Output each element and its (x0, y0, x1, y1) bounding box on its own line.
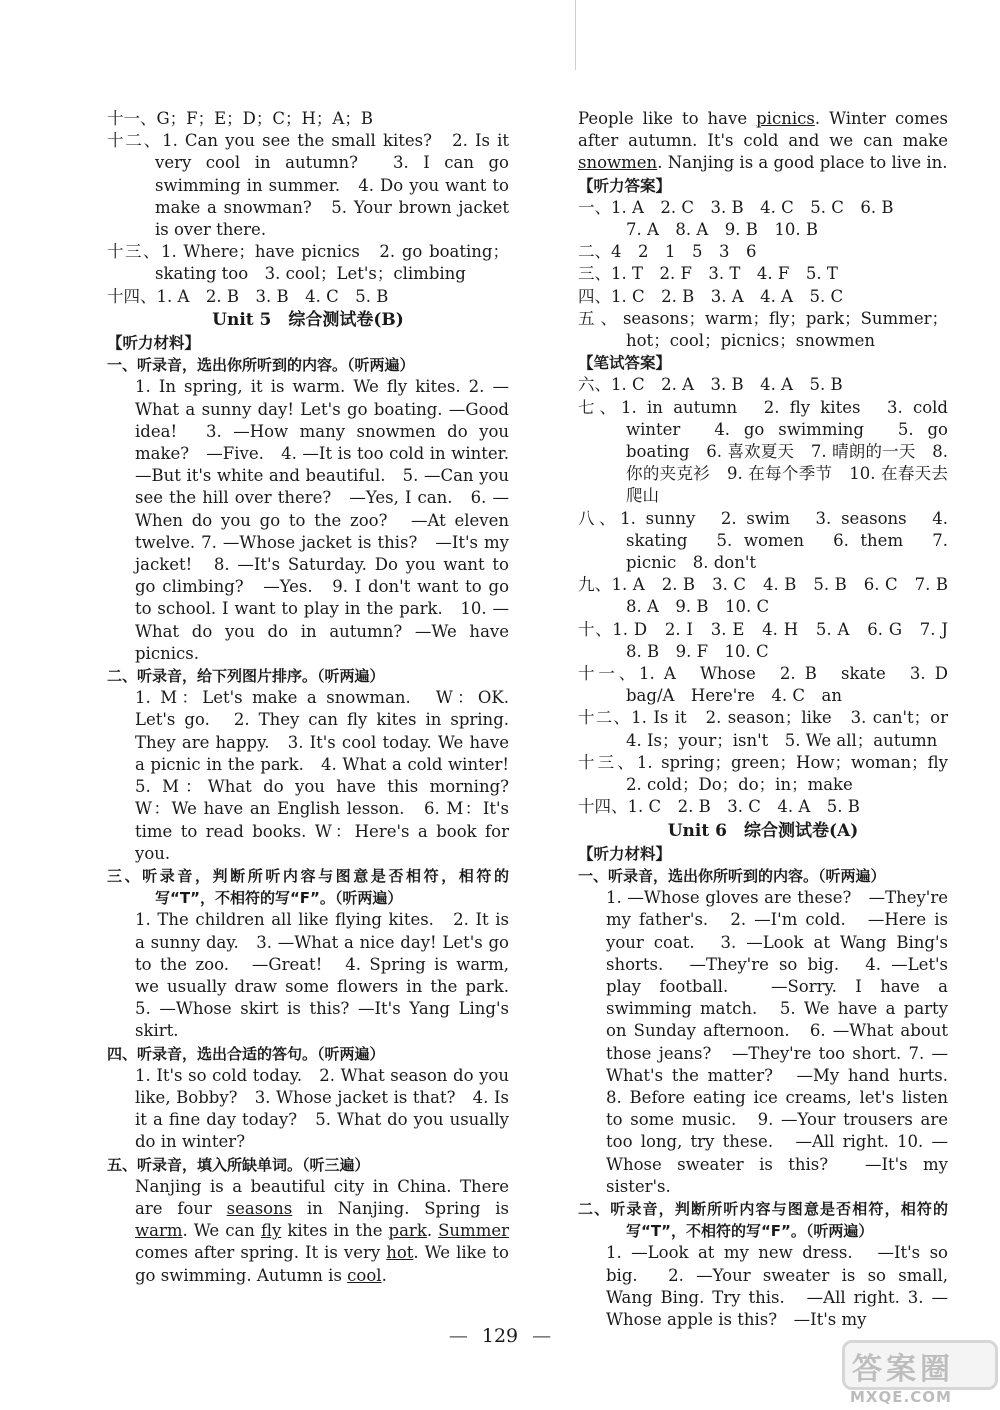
unit6-title: Unit 6 综合测试卷(A) (667, 820, 859, 841)
unit5-title: Unit 5 综合测试卷(B) (212, 309, 404, 330)
answer-1: 一、1. A 2. C 3. B 4. C 5. C 6. B (578, 197, 894, 217)
answer-9: 九、1. A 2. B 3. C 4. B 5. B 6. C 7. B 8. A 9. B 10. C (578, 575, 965, 617)
section-3-heading: 三、听录音，判断所听内容与图意是否相符，相符的写“T”，不相符的写“F”。（听两遍） (107, 866, 509, 908)
answer-4: 四、1. C 2. B 3. A 4. A 5. C (578, 286, 844, 306)
answer-7: 七、1. in autumn 2. fly kites 3. cold winter 4. go swimming 5. go boating 6. 喜欢夏天 7. 晴朗的一天 8. 你的夹克衫 9. 在每个季节 10. 在春天去爬山 (578, 397, 948, 506)
listening-material-tag: 【听力材料】 (107, 334, 201, 353)
answer-line-12: 十二、1. Can you see the small kites? 2. Is it very cool in autumn? 3. I can go swimming in summer. 4. Do you want to make a snowman? 5. Your brown jacket is over there. (107, 131, 509, 240)
answer-3: 三、1. T 2. F 3. T 4. F 5. T (578, 264, 838, 284)
answer-14: 十四、1. C 2. B 3. C 4. A 5. B (578, 797, 860, 817)
top-divider (575, 0, 576, 70)
section-5-heading: 五、听录音，填入所缺单词。（听三遍） (107, 1155, 370, 1174)
section-2-heading: 二、听录音，给下列图片排序。（听两遍） (107, 667, 385, 686)
passage-continuation: People like to have picnics. Winter comes after autumn. It's cold and we can make snowmen. Nanjing is a good place to live in. (578, 109, 948, 173)
fill-word: snowmen (578, 153, 658, 173)
section-4-body: 1. It's so cold today. 2. What season do you like, Bobby? 3. Whose jacket is that? 4. Is it a fine day today? 5. What do you usually do in winter? (135, 1065, 509, 1152)
unit6-section-2-body: 1. —Look at my new dress. —It's so big. 2. —Your sweater is so small, Wang Bing. Try this. —All right. 3. —Whose apple is this? —It's my (606, 1243, 948, 1329)
fill-word: seasons (226, 1198, 293, 1218)
fill-word: Summer (438, 1221, 509, 1241)
page-number: — 129 — (448, 1325, 552, 1347)
listening-material-tag: 【听力材料】 (578, 844, 672, 863)
answer-5: 五、seasons；warm；fly；park；Summer；hot；cool；picnics；snowmen (578, 308, 948, 351)
fill-word: park (388, 1221, 427, 1241)
right-column (578, 108, 965, 1331)
fill-word: fly (260, 1221, 282, 1241)
fill-word: picnics (756, 109, 815, 128)
answer-line-11: 十一、G；F；E；D；C；H；A；B (107, 109, 373, 128)
section-4-heading: 四、听录音，选出合适的答句。（听两遍） (107, 1044, 385, 1063)
section-1-heading: 一、听录音，选出你所听到的内容。（听两遍） (107, 356, 415, 375)
section-1-body: 1. In spring, it is warm. We fly kites. 2. —What a sunny day! Let's go boating. —Good idea! 3. —How many snowmen do you make? —Five. 4. —It is too cold in winter. —But it's white and beautiful. 5. —Can you see the hill over there? —Yes, I can. 6. —When do you go to the zoo? —At eleven twelve. 7. —Whose jacket is this? —It's my jacket! 8. —It's Saturday. Do you want to go climbing? —Yes. 9. I don't want to go to school. I want to play in the park. 10. —What do you do in autumn? —We have picnics. (135, 377, 526, 663)
answer-8: 八、1. sunny 2. swim 3. seasons 4. skating 5. women 6. them 7. picnic 8. don't (578, 508, 948, 573)
listening-answers-tag: 【听力答案】 (578, 176, 672, 195)
unit6-section-1-body: 1. —Whose gloves are these? —They're my father's. 2. —I'm cold. —Here is your coat. 3. —Look at Wang Bing's shorts. —They're so big. 4. —Let's play football. —Sorry. I have a swimming match. 5. We have a party on Sunday afternoon. 6. —What about those jeans? —They're too short. 7. —What's the matter? —My hand hurts. 8. Before eating ice creams, let's listen to some music. 9. —Your trousers are too long, try these. —All right. 10. —Whose sweater is this? —It's my sister's. (606, 888, 965, 1196)
answer-1-cont: 7. A 8. A 9. B 10. B (626, 220, 819, 240)
fill-word: cool (347, 1265, 382, 1285)
unit6-section-1-heading: 一、听录音，选出你所听到的内容。（听两遍） (578, 866, 886, 885)
fill-word: warm (135, 1221, 183, 1241)
watermark-logo: 答案圈 MXQE.COM (842, 1340, 992, 1406)
left-column (107, 108, 526, 1287)
answer-10: 十、1. D 2. I 3. E 4. H 5. A 6. G 7. J 8. B 9. F 10. C (578, 619, 965, 661)
fill-word: hot (386, 1243, 414, 1263)
answer-2: 二、4 2 1 5 3 6 (578, 242, 757, 262)
answer-line-14: 十四、1. A 2. B 3. B 4. C 5. B (107, 286, 389, 306)
answer-line-13: 十三、1. Where；have picnics 2. go boating；skating too 3. cool；Let's；climbing (107, 242, 509, 284)
answer-13: 十三、1. spring；green；How；woman；fly 2. cold；Do；do；in；make (578, 752, 965, 795)
answer-12: 十二、1. Is it 2. season；like 3. can't；or 4. Is；your；isn't 5. We all；autumn (578, 708, 965, 750)
written-answers-tag: 【笔试答案】 (578, 354, 672, 373)
answer-11: 十一、1. A Whose 2. B skate 3. D bag/A Here're 4. C an (578, 664, 965, 706)
section-2-body: 1. M：Let's make a snowman. W：OK. Let's go. 2. They can fly kites in spring. They are happy. 3. It's cool today. We have a picnic in the park. 4. What a cold winter! 5. M：What do you have this morning? W：We have an English lesson. 6. M：It's time to read books. W：Here's a book for you. (135, 688, 526, 863)
answer-6: 六、1. C 2. A 3. B 4. A 5. B (578, 375, 843, 395)
section-5-passage: Nanjing is a beautiful city in China. There are four seasons in Nanjing. Spring is warm. We can fly kites in the park. Summer comes after spring. It is very hot. We like to go swimming. Autumn is cool. (135, 1176, 509, 1285)
section-3-body: 1. The children all like flying kites. 2. It is a sunny day. 3. —What a nice day! Let's go to the zoo. —Great! 4. Spring is warm, we usually draw some flowers in the park. 5. —Whose skirt is this? —It's Yang Ling's skirt. (135, 910, 526, 1041)
unit6-section-2-heading: 二、听录音，判断所听内容与图意是否相符，相符的写“T”，不相符的写“F”。（听两遍） (578, 1199, 948, 1241)
